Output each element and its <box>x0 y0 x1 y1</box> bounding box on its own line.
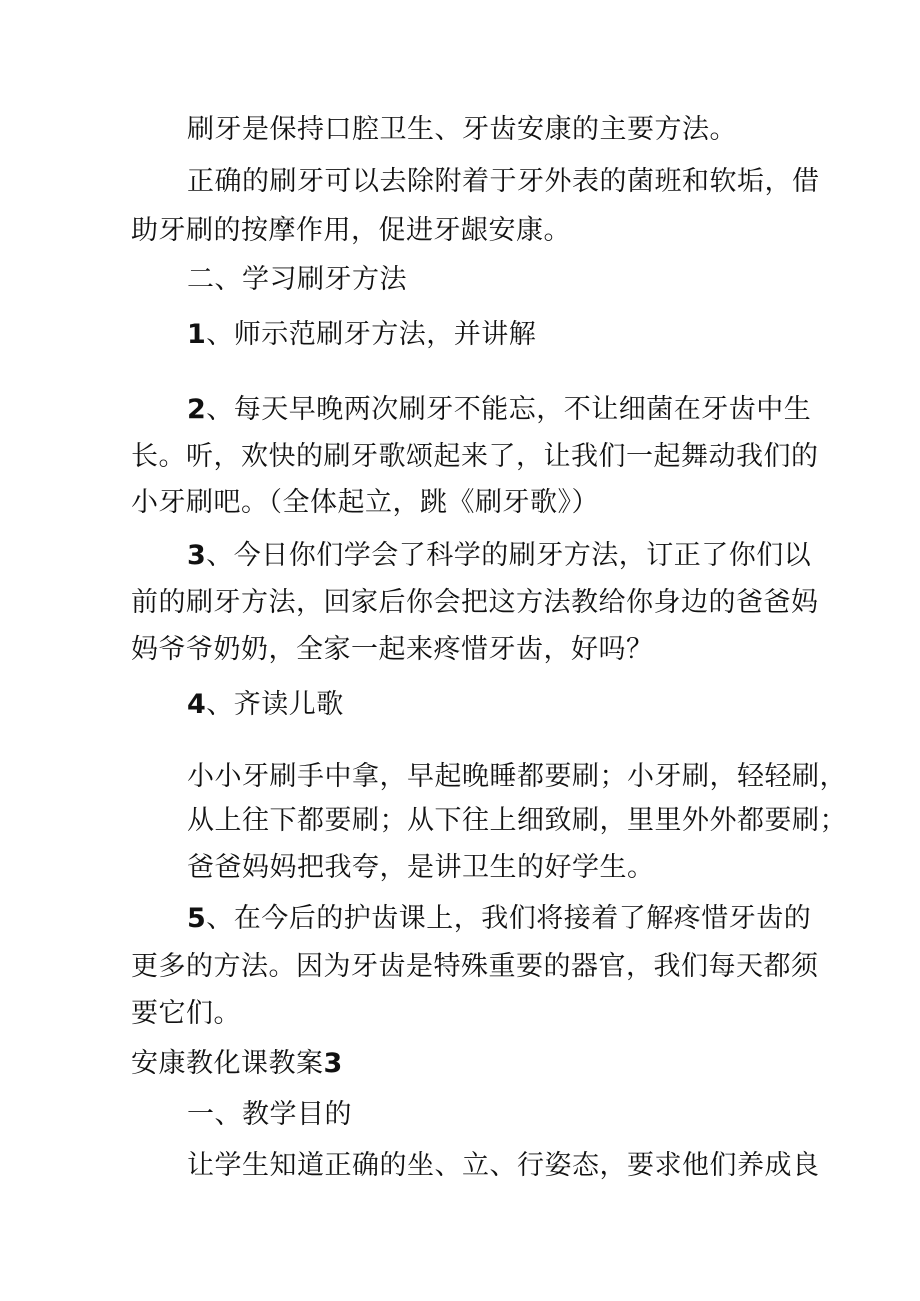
paragraph-line: 小牙刷吧。（全体起立，跳《刷牙歌》） <box>131 487 599 518</box>
rhyme-line: 从上往下都要刷；从下往上细致刷，里里外外都要刷； <box>187 805 847 836</box>
rhyme-line: 小小牙刷手中拿，早起晚睡都要刷；小牙刷，轻轻刷， <box>187 761 847 792</box>
title-text: 安康教化课教案 <box>131 1048 324 1079</box>
paragraph-line: 正确的刷牙可以去除附着于牙外表的菌班和软垢，借 <box>187 166 820 197</box>
step-text: 、齐读儿歌 <box>206 689 344 720</box>
paragraph-line: 刷牙是保持口腔卫生、牙齿安康的主要方法。 <box>187 114 737 145</box>
step-5-line <box>187 901 811 937</box>
step-text: 、每天早晚两次刷牙不能忘，不让细菌在牙齿中生 <box>206 394 812 425</box>
step-1-line <box>187 317 536 353</box>
step-number: 5 <box>187 903 207 934</box>
step-number: 3 <box>187 540 207 571</box>
lesson-plan-title <box>131 1046 343 1082</box>
paragraph-line: 让学生知道正确的坐、立、行姿态，要求他们养成良 <box>187 1150 820 1181</box>
step-number: 4 <box>187 689 207 720</box>
step-4-line <box>187 687 344 723</box>
paragraph-line: 长。听，欢快的刷牙歌颂起来了，让我们一起舞动我们的 <box>131 441 819 472</box>
paragraph-line: 更多的方法。因为牙齿是特殊重要的器官，我们每天都须 <box>131 951 819 982</box>
step-text: 、在今后的护齿课上，我们将接着了解疼惜牙齿的 <box>206 903 812 934</box>
step-text: 、师示范刷牙方法，并讲解 <box>206 319 537 350</box>
title-number: 3 <box>323 1048 343 1079</box>
section-heading: 二、学习刷牙方法 <box>187 264 407 295</box>
paragraph-line: 妈爷爷奶奶，全家一起来疼惜牙齿，好吗？ <box>131 634 654 665</box>
step-text: 、今日你们学会了科学的刷牙方法，订正了你们以 <box>206 540 812 571</box>
rhyme-line: 爸爸妈妈把我夸，是讲卫生的好学生。 <box>187 852 655 883</box>
paragraph-line: 助牙刷的按摩作用，促进牙龈安康。 <box>131 215 571 246</box>
step-number: 2 <box>187 394 207 425</box>
paragraph-line: 前的刷牙方法，回家后你会把这方法教给你身边的爸爸妈 <box>131 587 819 618</box>
paragraph-line: 要它们。 <box>131 998 241 1029</box>
step-3-line <box>187 538 811 574</box>
step-2-line <box>187 392 811 428</box>
section-heading: 一、教学目的 <box>187 1099 352 1130</box>
step-number: 1 <box>187 319 207 350</box>
